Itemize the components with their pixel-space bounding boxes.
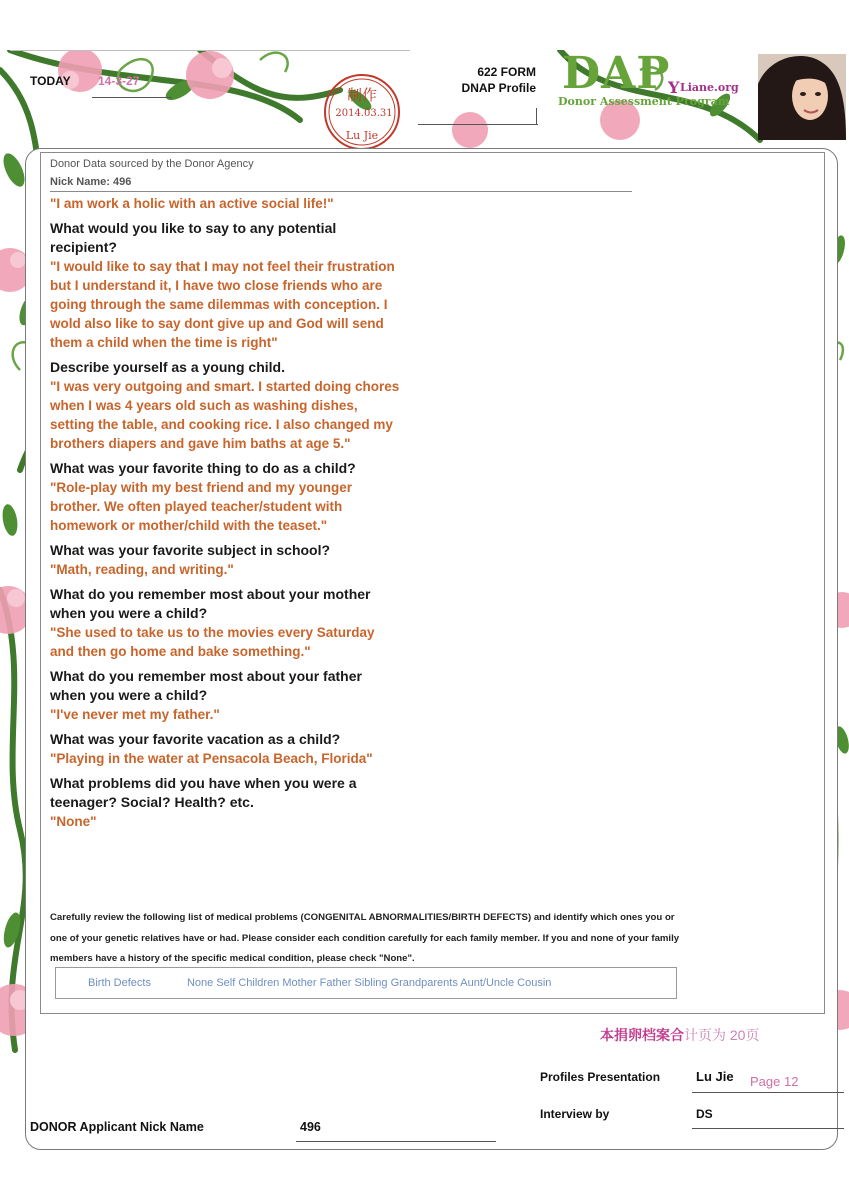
page-number: Page 12 xyxy=(750,1074,799,1089)
answer-father: "I've never met my father." xyxy=(50,707,220,722)
question-young-child: Describe yourself as a young child. xyxy=(50,359,285,375)
stamp-date: 2014.03.31 xyxy=(335,108,393,119)
svg-text:Lu Jie: Lu Jie xyxy=(345,129,379,142)
medical-table-header xyxy=(55,967,677,999)
nick-name-rule xyxy=(50,191,632,192)
answer-mother: "She used to take us to the movies every Saturday and then go home and bake something." xyxy=(50,625,375,659)
brand-logo-dap: DAP xyxy=(562,48,671,99)
page-count-note xyxy=(600,1025,759,1045)
medical-instructions: Carefully review the following list of medical problems (CONGENITAL ABNORMALITIES/BIRTH DEFECTS) and identify which ones you or one of your genetic relatives have or had. Please consider each condition carefully for each family member. If you and none of your family members have a history of the specific medical condition, please check "None". xyxy=(50,912,680,964)
question-teen-problems: What problems did you have when you were a teenager? Social? Health? etc. xyxy=(50,775,357,810)
donor-photo xyxy=(758,54,846,140)
form-name: DNAP Profile xyxy=(461,81,536,95)
answer-young-child: "I was very outgoing and smart. I started doing chores when I was 4 years old such as washing dishes, setting the table, and cooking rice. I also changed my brothers diapers and gave him baths at age 5." xyxy=(50,379,400,451)
question-favorite-thing: What was your favorite thing to do as a child? xyxy=(50,460,356,476)
form-rule-tick xyxy=(536,108,537,124)
page-count-note-b: 计页为 20页 xyxy=(684,1027,760,1043)
answer-recipient: "I would like to say that I may not feel their frustration but I understand it, I have two close friends who are going through the same dilemmas with conception. I wold also like to say dont give up and God will send them a child when the time is right" xyxy=(50,259,395,350)
form-number: 622 FORM xyxy=(477,65,536,79)
page-count-note-a: 本捐卵档案合 xyxy=(600,1027,684,1043)
qa-list xyxy=(50,194,400,831)
donor-nickname-rule xyxy=(296,1141,496,1142)
presentation-rule xyxy=(692,1092,844,1093)
header-top-rule xyxy=(10,50,410,51)
today-value: 14-3-27 xyxy=(98,74,140,88)
brand-site: Liane.org xyxy=(680,81,739,94)
question-vacation: What was your favorite vacation as a child? xyxy=(50,731,341,747)
svg-text:制作: 制作 xyxy=(346,86,378,104)
today-rule xyxy=(92,97,172,98)
answer-intro: "I am work a holic with an active social life!" xyxy=(50,196,334,211)
column-relatives: None Self Children Mother Father Sibling Grandparents Aunt/Uncle Cousin xyxy=(186,977,552,989)
brand-logo-y: Y xyxy=(668,78,680,97)
interview-rule xyxy=(692,1128,844,1129)
question-recipient: What would you like to say to any potential recipient? xyxy=(50,220,337,255)
answer-teen-problems: "None" xyxy=(50,814,97,829)
presentation-label: Profiles Presentation xyxy=(540,1070,661,1084)
source-line: Donor Data sourced by the Donor Agency xyxy=(50,158,254,170)
question-mother: What do you remember most about your mother when you were a child? xyxy=(50,586,371,621)
question-father: What do you remember most about your father when you were a child? xyxy=(50,668,362,703)
nick-name-line: Nick Name: 496 xyxy=(50,176,132,188)
interview-value: DS xyxy=(696,1107,713,1121)
interview-label: Interview by xyxy=(540,1107,610,1121)
today-label: TODAY xyxy=(30,74,71,88)
form-title xyxy=(430,64,536,96)
question-favorite-subject: What was your favorite subject in school? xyxy=(50,542,331,558)
donor-nickname-label: DONOR Applicant Nick Name xyxy=(30,1120,204,1134)
donor-nickname-value: 496 xyxy=(300,1120,321,1134)
brand-subtitle: Donor Assessment Program xyxy=(558,95,730,108)
column-birth-defects: Birth Defects xyxy=(88,977,151,989)
answer-vacation: "Playing in the water at Pensacola Beach, Florida" xyxy=(50,751,373,766)
answer-favorite-subject: "Math, reading, and writing." xyxy=(50,562,234,577)
presentation-name: Lu Jie xyxy=(696,1069,734,1084)
answer-favorite-thing: "Role-play with my best friend and my younger brother. We often played teacher/student with homework or mother/child with the teaset." xyxy=(50,480,352,533)
form-rule xyxy=(418,124,538,125)
